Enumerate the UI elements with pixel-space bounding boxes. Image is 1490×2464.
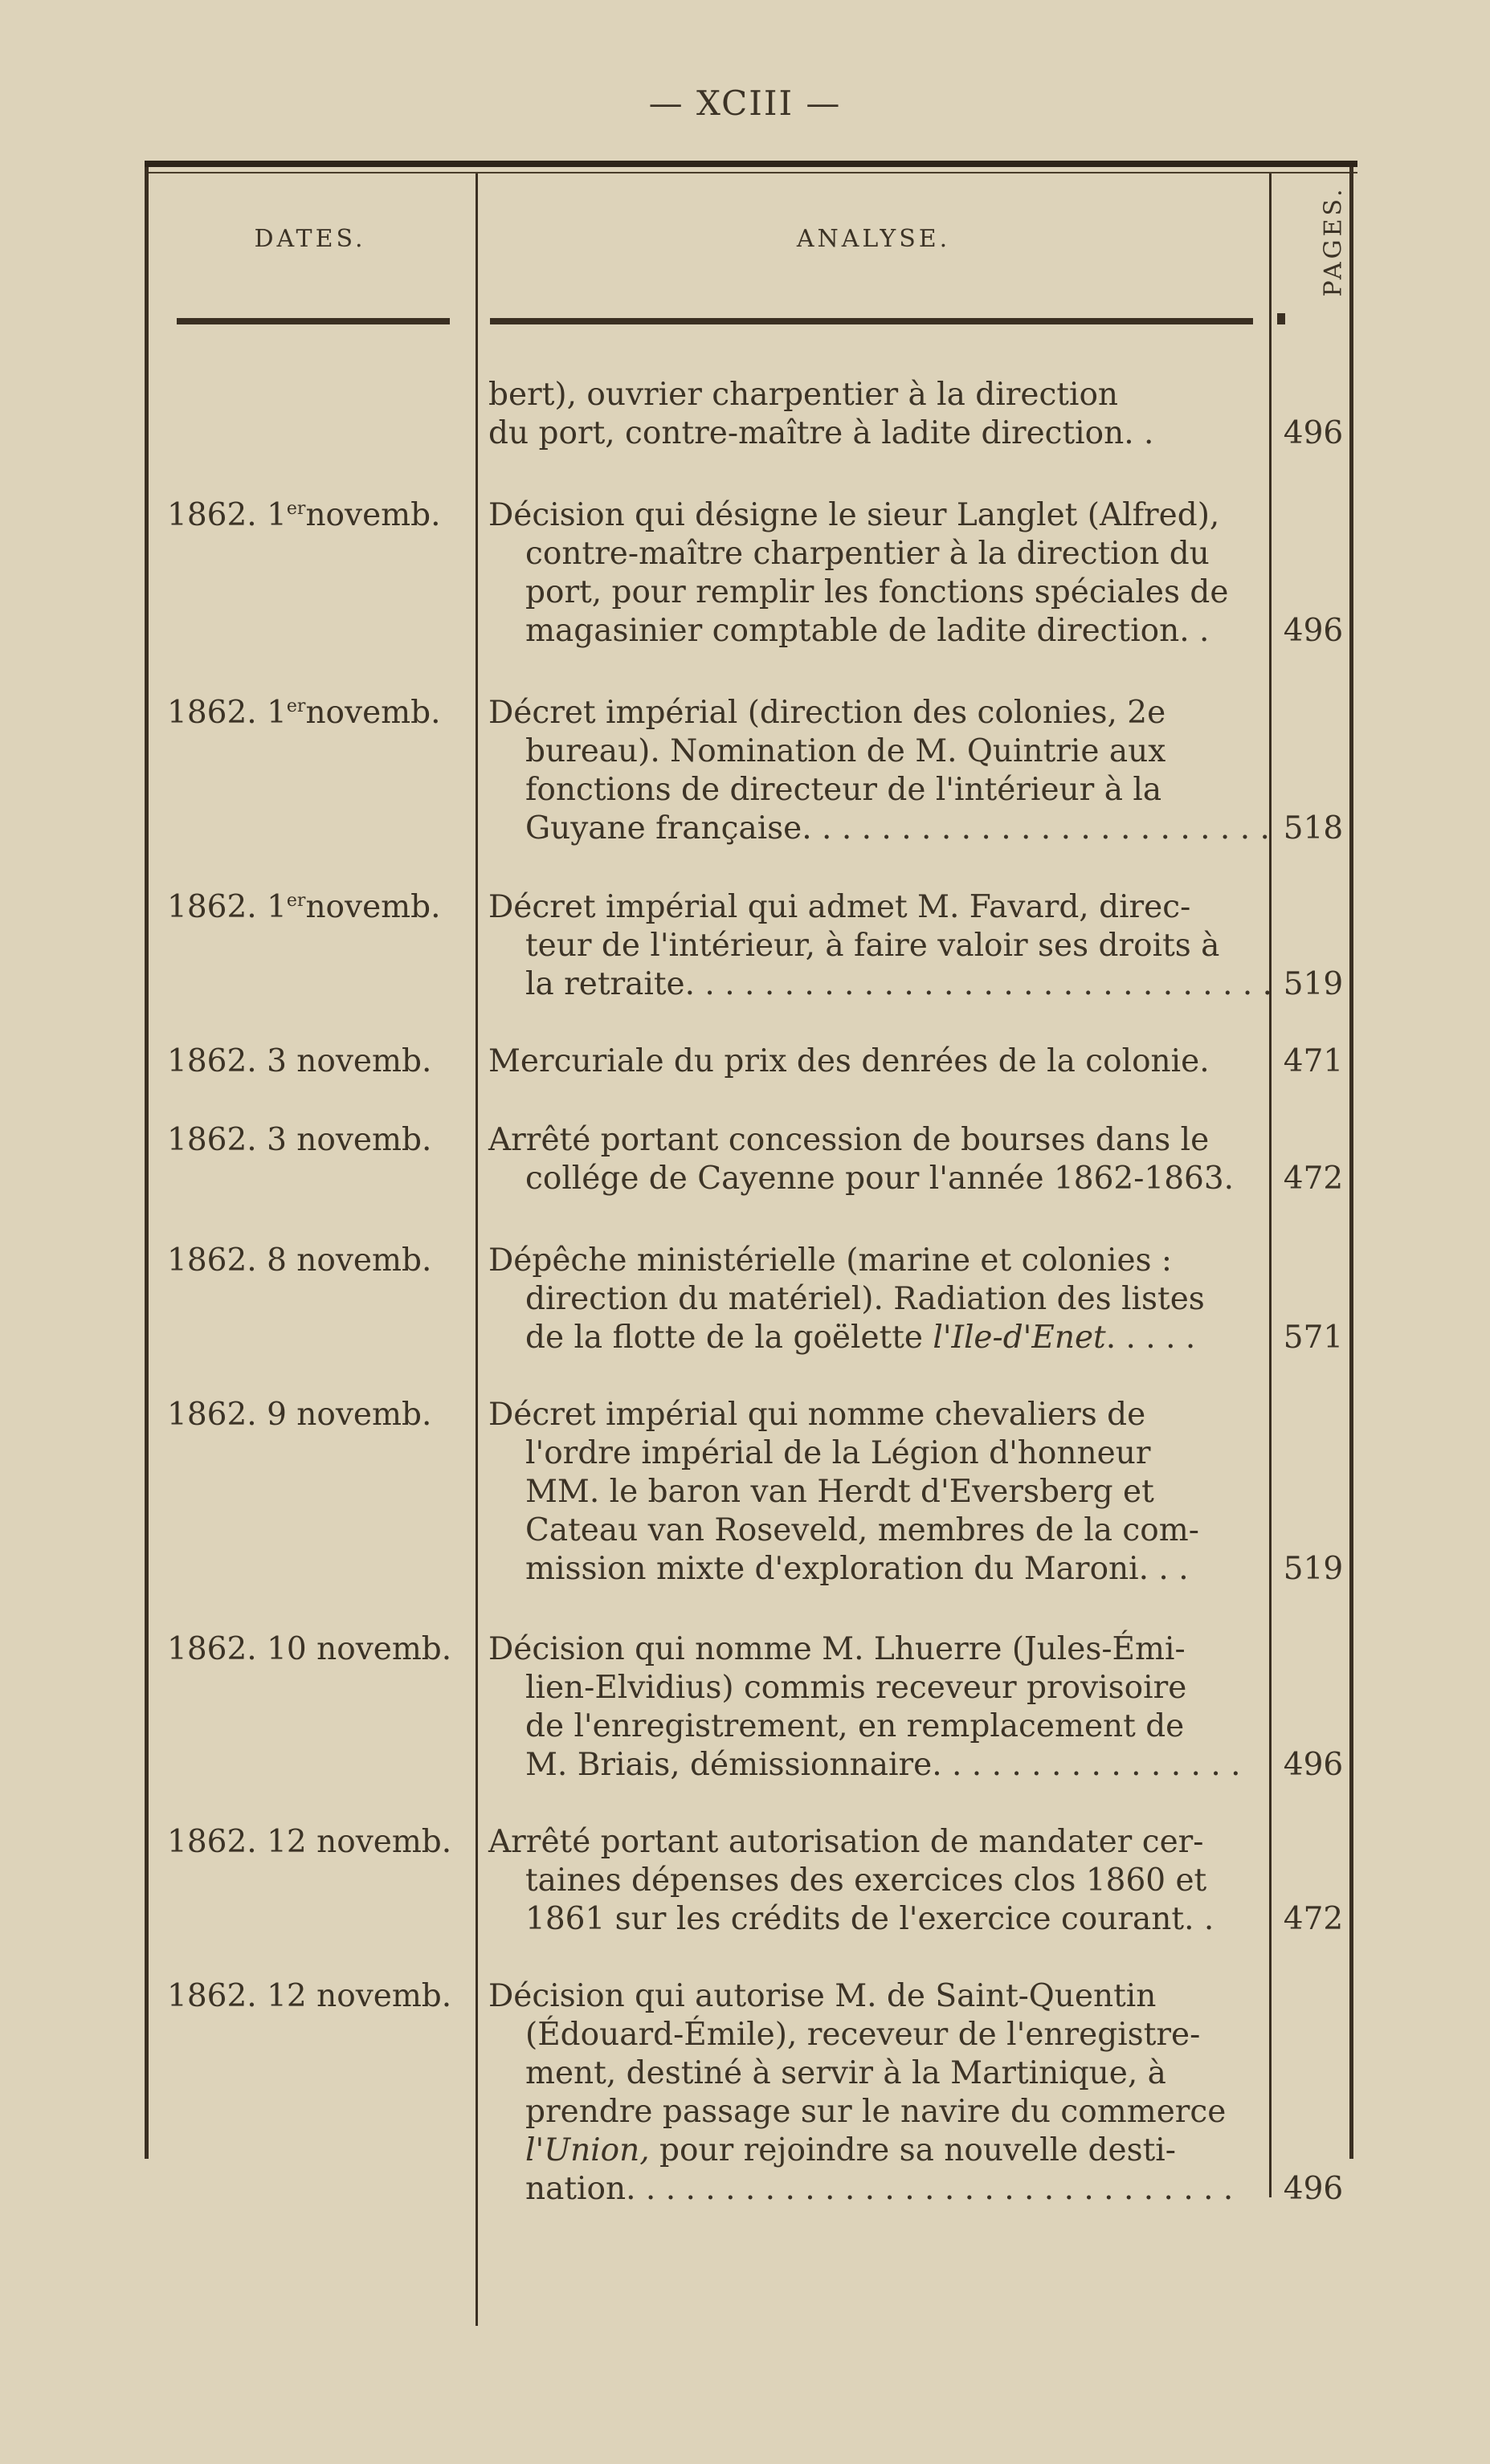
- analysis-text: Décision qui désigne le sieur Langlet (Alfred), contre-maître charpentier à la direction du port, pour remplir les fonctions spéciales de magasinier comptable de ladite direction. .: [488, 497, 1229, 649]
- header-rule-dates: [177, 318, 450, 324]
- analysis-text: Décret impérial qui nomme chevaliers de l'ordre impérial de la Légion d'honneur MM. le baron van Herdt d'Eversberg et Cateau van Roseveld, membres de la com- mission mixte d'exploration du Maroni. . .: [488, 1397, 1199, 1587]
- header-rule-analyse: [490, 318, 1253, 324]
- entry-date: 1862. 1ernovemb.: [167, 889, 441, 925]
- page-number: 519: [1283, 966, 1344, 1002]
- entry-date: 1862. 3 novemb.: [167, 1122, 432, 1158]
- column-header-pages: PAGES.: [1319, 186, 1348, 296]
- analysis-text: bert), ouvrier charpentier à la direction du port, contre-maître à ladite direction. .: [488, 377, 1154, 451]
- entry-date: 1862. 3 novemb.: [167, 1043, 432, 1079]
- page-number: 496: [1283, 613, 1344, 649]
- entry-date: 1862. 1ernovemb.: [167, 695, 441, 731]
- analysis-text: Décret impérial (direction des colonies, 2e bureau). Nomination de M. Quintrie aux fonctions de directeur de l'intérieur à la Guyane française. . . . . . . . . . . . . . . . . . . . . . . .: [488, 695, 1270, 846]
- analysis-text: Dépêche ministérielle (marine et colonies : direction du matériel). Radiation des listes de la flotte de la goëlette l'Ile-d'Enet. . . . .: [488, 1242, 1205, 1356]
- table-row: [145, 496, 1357, 651]
- table-top-rule-thin: [145, 172, 1357, 173]
- page-number: 472: [1283, 1901, 1344, 1937]
- analysis-text: Décision qui autorise M. de Saint-Quentin (Édouard-Émile), receveur de l'enregistre- ment, destiné à servir à la Martinique, à prendre passage sur le navire du commerce l'Union, pour rejoindre sa nouvelle desti- nation. . . . . . . . . . . . . . . . . . . . . . . . . . . . . . .: [488, 1978, 1234, 2207]
- table-row: [145, 1042, 1357, 1081]
- page-number: 496: [1283, 415, 1344, 451]
- page-number: 571: [1283, 1320, 1344, 1356]
- table-row: [145, 376, 1357, 453]
- table-row: [145, 1396, 1357, 1589]
- page-number: 472: [1283, 1161, 1344, 1197]
- table-row: [145, 694, 1357, 848]
- entry-date: 1862. 8 novemb.: [167, 1242, 432, 1279]
- table-row: [145, 1242, 1357, 1357]
- page-number: 519: [1283, 1551, 1344, 1587]
- table-row: [145, 1121, 1357, 1198]
- table-row: [145, 1977, 1357, 2209]
- column-header-analyse: ANALYSE.: [796, 225, 951, 253]
- table-row: [145, 1823, 1357, 1939]
- analysis-text: Arrêté portant concession de bourses dans le collége de Cayenne pour l'année 1862-1863.: [488, 1122, 1235, 1197]
- entry-date: 1862. 1ernovemb.: [167, 497, 441, 533]
- table-row: [145, 1630, 1357, 1785]
- table-top-rule: [145, 161, 1357, 167]
- analysis-text: Mercuriale du prix des denrées de la colonie.: [488, 1043, 1210, 1079]
- column-header-dates: DATES.: [254, 225, 366, 253]
- analysis-text: Arrêté portant autorisation de mandater cer- taines dépenses des exercices clos 1860 et 1861 sur les crédits de l'exercice courant. .: [488, 1824, 1214, 1937]
- entry-date: 1862. 10 novemb.: [167, 1631, 452, 1667]
- entry-date: 1862. 12 novemb.: [167, 1824, 452, 1860]
- page-header: — XCIII —: [648, 84, 842, 123]
- analysis-text: Décret impérial qui admet M. Favard, direc- teur de l'intérieur, à faire valoir ses droits à la retraite. . . . . . . . . . . . . . . . . . . . . . . . . . . . . .: [488, 889, 1273, 1002]
- page-number: 471: [1283, 1043, 1344, 1079]
- index-table: [145, 161, 1357, 2207]
- table-row: [145, 888, 1357, 1004]
- entry-date: 1862. 12 novemb.: [167, 1978, 452, 2014]
- page-number: 496: [1283, 1747, 1344, 1783]
- analysis-text: Décision qui nomme M. Lhuerre (Jules-Émi- lien-Elvidius) commis receveur provisoire de l'enregistrement, en remplacement de M. Briais, démissionnaire. . . . . . . . . . . . . . . .: [488, 1631, 1241, 1783]
- header-rule-pages: [1277, 313, 1285, 324]
- page-number: 496: [1283, 2171, 1344, 2207]
- entry-date: 1862. 9 novemb.: [167, 1397, 432, 1433]
- page-number: 518: [1283, 810, 1344, 846]
